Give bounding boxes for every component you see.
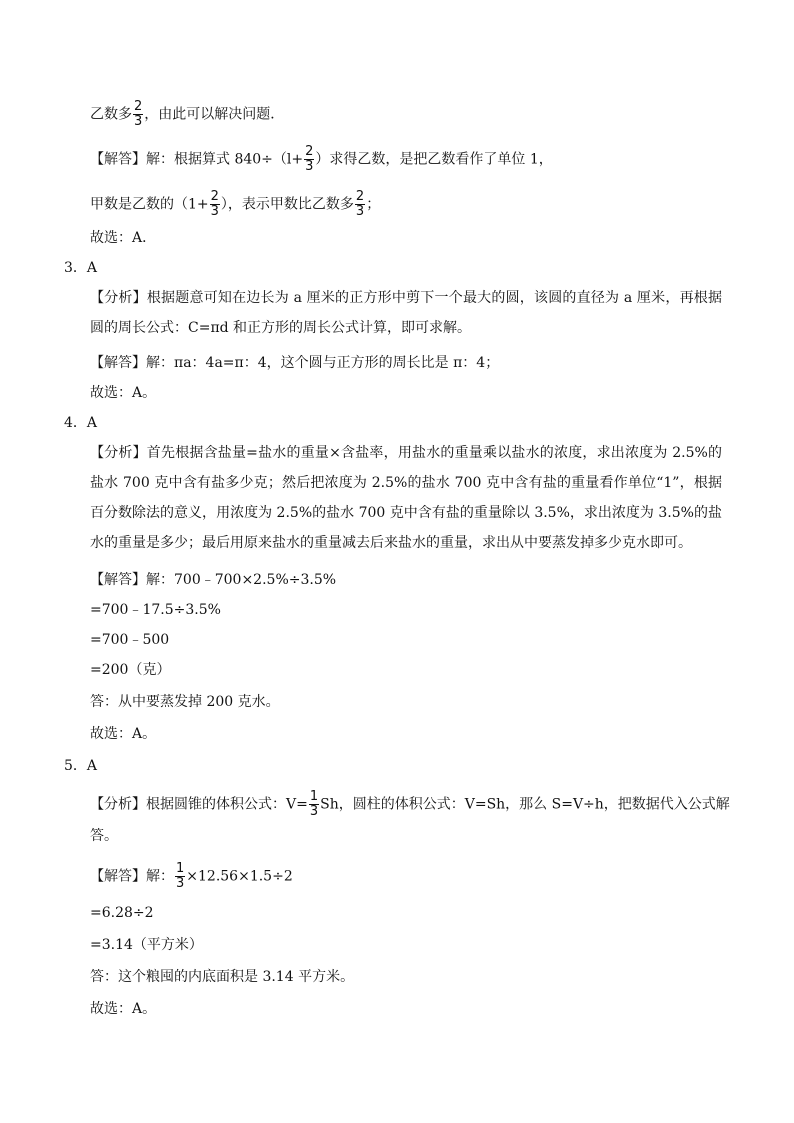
numerator: 2 xyxy=(134,99,143,114)
numerator: 2 xyxy=(355,189,365,204)
denominator: 3 xyxy=(134,114,143,129)
fraction xyxy=(309,790,319,819)
q4-number: 4．A xyxy=(64,415,98,431)
denominator: 3 xyxy=(309,804,319,819)
fraction xyxy=(304,145,314,174)
numerator: 2 xyxy=(210,189,219,204)
text: 【解答】解：根据算式 840÷（l+ xyxy=(90,151,304,168)
text: ，由此可以解决问题． xyxy=(144,106,285,123)
prev-line-1 xyxy=(90,100,284,129)
q3-analysis: 【分析】根据题意可知在边长为 a 厘米的正方形中剪下一个最大的圆，该圆的直径为 a 厘米，再根据圆的周长公式：C=πd 和正方形的周长公式计算，即可求解。 xyxy=(90,290,722,336)
numerator: 2 xyxy=(305,144,314,159)
prev-answer-line xyxy=(90,145,553,174)
denominator: 3 xyxy=(355,204,365,219)
fraction xyxy=(355,190,365,219)
fraction xyxy=(133,100,143,129)
fraction xyxy=(175,862,185,891)
q5-analysis-line-2: 答。 xyxy=(90,828,118,844)
text: ）求得乙数，是把乙数看作了单位 1， xyxy=(315,151,553,168)
q5-number: 5．A xyxy=(64,758,98,774)
text: Sh，圆柱的体积公式：V=Sh，那么 S=V÷h，把数据代入公式解 xyxy=(320,796,730,813)
denominator: 3 xyxy=(176,876,185,891)
q5-answer xyxy=(90,862,293,891)
text: ），表示甲数比乙数多 xyxy=(220,196,354,213)
prev-line-3 xyxy=(90,190,380,219)
q4-step-3: =200（克） xyxy=(90,662,171,678)
text: ； xyxy=(366,196,381,213)
numerator: 1 xyxy=(309,789,319,804)
q4-step-1: =700﹣17.5÷3.5% xyxy=(90,602,221,618)
text: 甲数是乙数的（1+ xyxy=(90,196,209,213)
text: 乙数多 xyxy=(90,106,132,123)
q5-step-2: =3.14（平方米） xyxy=(90,937,203,953)
denominator: 3 xyxy=(305,159,314,174)
numerator: 1 xyxy=(176,861,185,876)
prev-choose: 故选：A． xyxy=(90,230,157,246)
q3-answer: 【解答】解：πa：4a=π：4，这个圆与正方形的周长比是 π：4； xyxy=(90,355,500,371)
q4-reply: 答：从中要蒸发掉 200 克水。 xyxy=(90,694,280,710)
fraction xyxy=(210,190,220,219)
q5-reply: 答：这个粮囤的内底面积是 3.14 平方米。 xyxy=(90,969,355,985)
q4-choose: 故选：A。 xyxy=(90,726,157,742)
q4-step-2: =700﹣500 xyxy=(90,632,170,648)
q4-analysis: 【分析】首先根据含盐量=盐水的重量×含盐率，用盐水的重量乘以盐水的浓度，求出浓度为 2.5%的盐水 700 克中含有盐多少克；然后把浓度为 2.5%的盐水 700 克中含有盐的重量看作单位“1”，根据百分数除法的意义，用浓度为 2.5%的盐水 700 克中含有盐的重量除以 3.5%，求出浓度为 3.5%的盐水的重量是多少；最后用原来盐水的重量减去后来盐水的重量，求出从中要蒸发掉多少克水即可。 xyxy=(90,445,722,551)
q3-choose: 故选：A。 xyxy=(90,385,157,401)
q5-step-1: =6.28÷2 xyxy=(90,905,154,921)
text: 【解答】解： xyxy=(90,868,174,885)
text: 【分析】根据圆锥的体积公式：V= xyxy=(90,796,308,813)
q3-number: 3．A xyxy=(64,260,98,276)
q5-choose: 故选：A。 xyxy=(90,1001,157,1017)
denominator: 3 xyxy=(210,204,219,219)
text: ×12.56×1.5÷2 xyxy=(186,868,293,885)
q5-analysis-line-1 xyxy=(90,790,730,819)
q4-answer: 【解答】解：700﹣700×2.5%÷3.5% xyxy=(90,572,337,588)
